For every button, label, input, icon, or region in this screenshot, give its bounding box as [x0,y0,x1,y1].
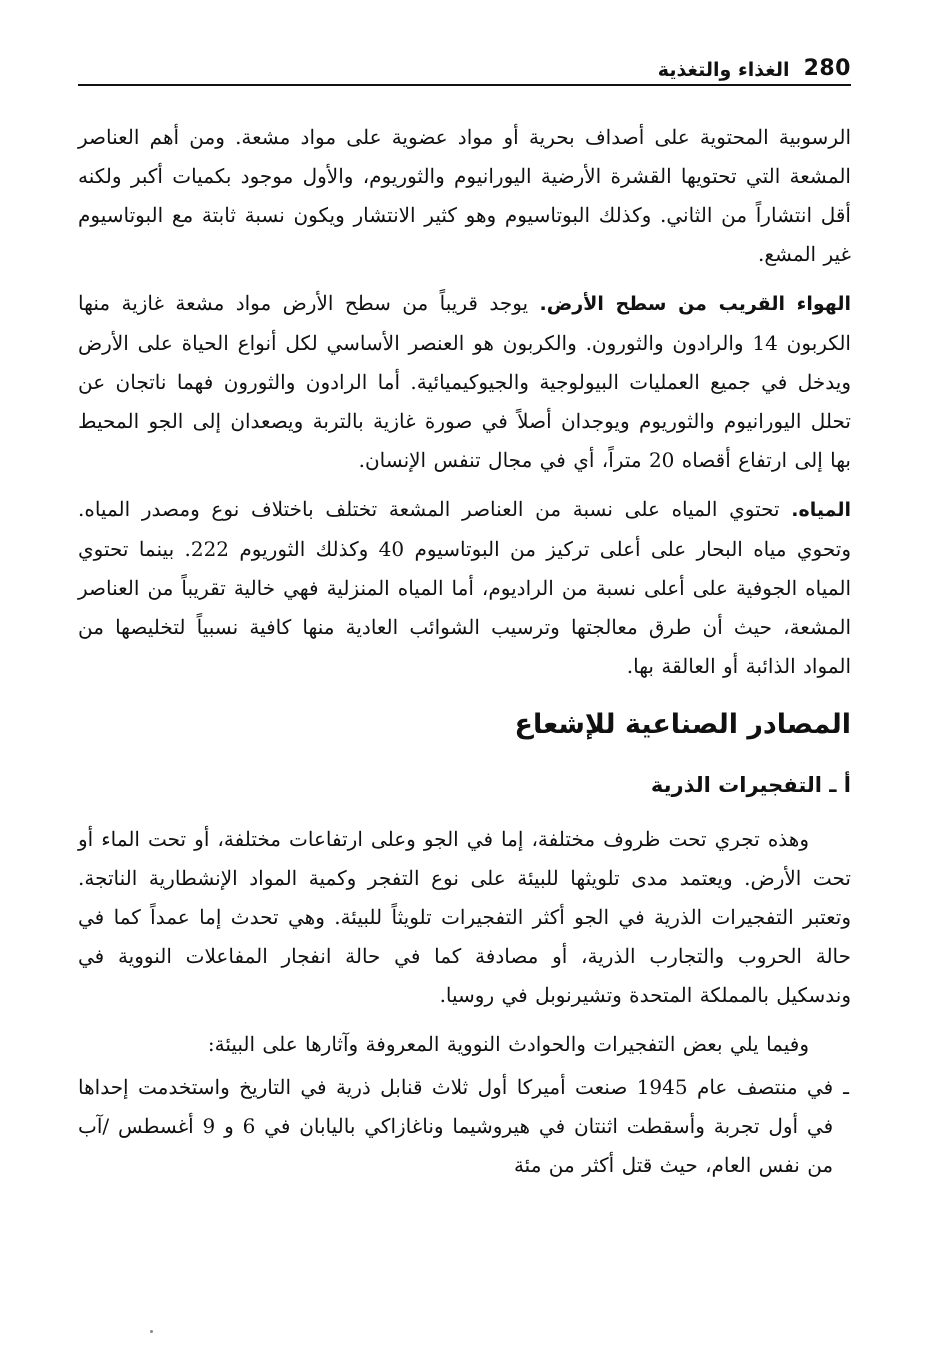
paragraph-atomic-explosions: وهذه تجري تحت ظروف مختلفة، إما في الجو وعلى ارتفاعات مختلفة، أو تحت الماء أو تحت الأرض. ويعتمد مدى تلويثها للبيئة على نوع التفجر وكمية المواد الإنشطارية الناتجة. وتعتبر التفجيرات الذرية في الجو أكثر التفجيرات تلويثاً للبيئة. وهي تحدث إما عمداً كما في حالة الحروب والتجارب الذرية، أو مصادفة كما في حالة انفجار المفاعلات النووية في وندسكيل بالمملكة المتحدة وتشيرنوبل في روسيا. [78,827,851,1007]
list-item-text: في منتصف عام 1945 صنعت أميركا أول ثلاث قنابل ذرية في التاريخ واستخدمت إحداها في أول تجربة وأسقطت اثنتان في هيروشيما وناغازاكي باليابان في 6 و 9 أغسطس /آب من نفس العام، حيث قتل أكثر من مئة [78,1075,834,1177]
air-paragraph-text: يوجد قريباً من سطح الأرض مواد مشعة غازية منها الكربون 14 والرادون والثورون. والكربون هو العنصر الأساسي لكل أنواع الحياة على الأرض ويدخل في جميع العمليات البيولوجية والجيوكيميائية. أما الرادون والثورون فهما ناتجان عن تحلل اليورانيوم والثوريوم ويوجدان أصلاً في صورة غازية بالتربة ويصعدان إلى الجو المحيط بها إلى ارتفاع أقصاه 20 متراً، أي في مجال تنفس الإنسان. [78,291,851,472]
page-content [78,118,851,1185]
chapter-title: الغذاء والتغذية [657,59,790,81]
water-paragraph-text: تحتوي المياه على نسبة من العناصر المشعة تختلف باختلاف نوع ومصدر المياه. وتحوي مياه البحار على أعلى تركيز من البوتاسيوم 40 وكذلك الثوريوم 222. بينما تحتوي المياه الجوفية على أعلى نسبة من الراديوم، أما المياه المنزلية فهي خالية تقريباً من العناصر المشعة، حيث أن طرق معالجتها وترسيب الشوائب العادية منها كافية نسبياً لتخليصها من المواد الذائبة أو العالقة بها. [78,497,851,678]
subsection-heading-atomic-explosions: أ ـ التفجيرات الذرية [650,773,851,797]
running-header [78,54,851,86]
paragraph-list-intro: وفيما يلي بعض التفجيرات والحوادث النووية المعروفة وآثارها على البيئة: [207,1032,809,1056]
list-item [78,1068,851,1185]
water-paragraph-label: المياه. [791,499,852,521]
paragraph-sedimentary-rocks: الرسوبية المحتوية على أصداف بحرية أو مواد عضوية على مواد مشعة. ومن أهم العناصر المشعة التي تحتويها القشرة الأرضية اليورانيوم والثوريوم، والأول موجود بكميات أكبر ولكنه أقل انتشاراً من الثاني. وكذلك البوتاسيوم وهو كثير الانتشار ويكون نسبة ثابتة مع البوتاسيوم غير المشع. [78,125,852,266]
paragraph-air [78,284,851,480]
air-paragraph-label: الهواء القريب من سطح الأرض. [539,293,851,315]
paragraph-water [78,490,851,686]
scan-speck [150,1330,153,1333]
page-number: 280 [803,56,851,81]
bullet-dash: ـ [843,1075,849,1099]
section-heading-industrial-sources: المصادر الصناعية للإشعاع [514,709,851,740]
